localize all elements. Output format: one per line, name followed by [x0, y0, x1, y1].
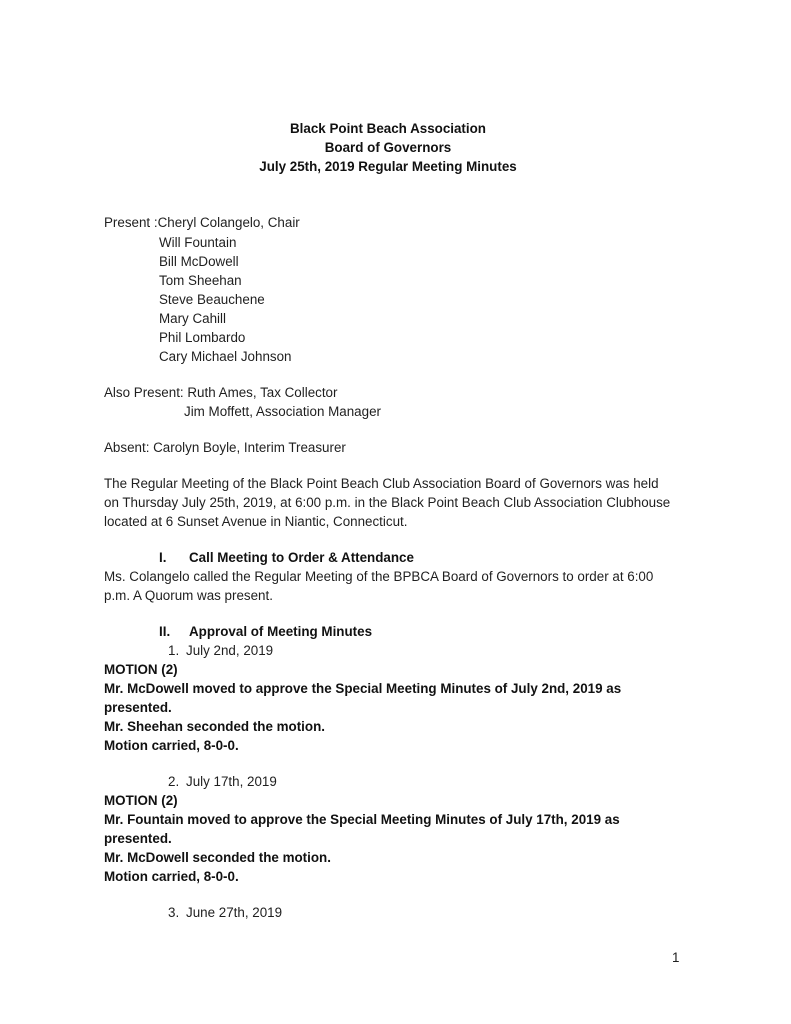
motion-second: Mr. McDowell seconded the motion. [104, 850, 331, 865]
motion-label: MOTION (2) [104, 662, 178, 677]
present-row [104, 214, 300, 231]
also-present-label: Also Present: [104, 385, 184, 400]
item-number: 3. [168, 905, 180, 920]
motion-label: MOTION (2) [104, 793, 178, 808]
motion-text: Mr. Fountain moved to approve the Special Meeting Minutes of July 17th, 2019 as [104, 812, 620, 827]
present-label: Present : [104, 215, 158, 230]
present-member: Tom Sheehan [159, 273, 242, 288]
org-title: Black Point Beach Association [290, 121, 486, 136]
board-title: Board of Governors [324, 140, 452, 155]
item-date: July 17th, 2019 [186, 774, 277, 789]
intro-line: The Regular Meeting of the Black Point Beach Club Association Board of Governors was held [104, 476, 659, 491]
item-date: July 2nd, 2019 [186, 643, 274, 658]
present-member: Steve Beauchene [159, 292, 265, 307]
meeting-title: July 25th, 2019 Regular Meeting Minutes [259, 159, 517, 174]
section-heading [159, 623, 372, 640]
section-text: p.m. A Quorum was present. [104, 588, 273, 603]
motion-second: Mr. Sheehan seconded the motion. [104, 719, 325, 734]
motion-text: Mr. McDowell moved to approve the Special Meeting Minutes of July 2nd, 2019 as [104, 681, 622, 696]
section-heading-text: Approval of Meeting Minutes [189, 624, 373, 639]
item-number: 1. [168, 643, 180, 658]
section-number: II. [159, 624, 171, 639]
minutes-item-date [168, 773, 277, 790]
intro-line: on Thursday July 25th, 2019, at 6:00 p.m. in the Black Point Beach Club Association Clubhouse [104, 495, 671, 510]
section-heading [159, 549, 414, 566]
intro-line: located at 6 Sunset Avenue in Niantic, Connecticut. [104, 514, 408, 529]
section-heading-text: Call Meeting to Order & Attendance [189, 550, 414, 565]
section-number: I. [159, 550, 167, 565]
motion-text: presented. [104, 831, 172, 846]
item-number: 2. [168, 774, 180, 789]
motion-result: Motion carried, 8-0-0. [104, 738, 239, 753]
minutes-item-date [168, 642, 273, 659]
present-member: Bill McDowell [159, 254, 239, 269]
also-present-person: Ruth Ames, Tax Collector [187, 385, 338, 400]
present-member: Mary Cahill [159, 311, 226, 326]
motion-result: Motion carried, 8-0-0. [104, 869, 239, 884]
present-member: Will Fountain [159, 235, 237, 250]
absent-line: Absent: Carolyn Boyle, Interim Treasurer [104, 440, 346, 455]
motion-text: presented. [104, 700, 172, 715]
also-present-row [104, 384, 337, 401]
section-text: Ms. Colangelo called the Regular Meeting of the BPBCA Board of Governors to order at 6:00 [104, 569, 654, 584]
item-date: June 27th, 2019 [186, 905, 283, 920]
page-number: 1 [672, 950, 680, 965]
present-member: Cheryl Colangelo, Chair [157, 215, 300, 230]
minutes-item-date [168, 904, 282, 921]
present-member: Cary Michael Johnson [159, 349, 292, 364]
also-present-person: Jim Moffett, Association Manager [184, 404, 381, 419]
present-member: Phil Lombardo [159, 330, 246, 345]
